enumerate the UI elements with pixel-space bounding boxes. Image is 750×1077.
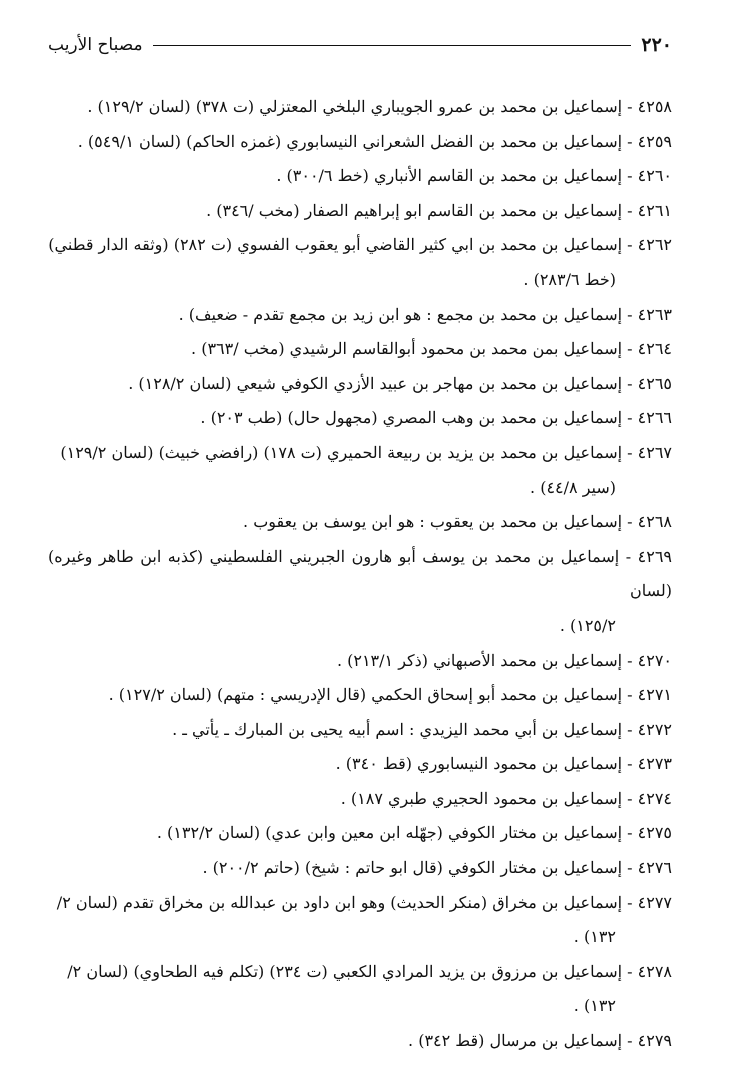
entry-dash: - [622, 200, 638, 220]
entry-number: ٤٢٦٧ [637, 442, 672, 462]
page-header [48, 28, 672, 62]
entry-text: إسماعيل بمن محمد بن محمود أبوالقاسم الرشيدي (مخب /٣٦٣) . [191, 339, 623, 359]
entry-number: ٤٢٧٢ [637, 719, 672, 739]
entry-continuation: (خط ٢٨٣/٦) . [523, 269, 616, 289]
entry-item [48, 540, 672, 644]
entry-item [48, 194, 672, 229]
entry-number: ٤٢٧٦ [637, 858, 672, 878]
entry-dash: - [622, 512, 638, 532]
entry-item [48, 955, 672, 1024]
entry-text: إسماعيل بن مخراق (منكر الحديث) وهو ابن داود بن عبدالله بن مخراق تقدم (لسان ٢/ [56, 892, 623, 912]
entry-number: ٤٢٦٢ [637, 235, 672, 255]
entry-dash: - [619, 546, 638, 566]
entry-item [48, 678, 672, 713]
entry-dash: - [622, 97, 638, 116]
entry-item [48, 90, 672, 125]
entry-item [48, 644, 672, 679]
entry-text: إسماعيل بن مرسال (قط ٣٤٢) . [408, 1031, 623, 1051]
entry-text: إسماعيل بن محمود النيسابوري (قط ٣٤٠) . [335, 754, 623, 774]
entry-dash: - [622, 339, 638, 359]
entry-dash: - [622, 719, 638, 739]
entry-item [48, 436, 672, 505]
entry-text: إسماعيل بن محمد بن ابي كثير القاضي أبو يعقوب الفسوي (ت ٢٨٢) (وثقه الدار قطني) [48, 235, 623, 255]
entry-number: ٤٢٧٧ [637, 892, 672, 912]
entry-item [48, 159, 672, 194]
entry-text: إسماعيل بن محمد بن القاسم الأنباري (خط ٣٠٠/٦) . [276, 166, 623, 186]
entry-dash: - [622, 650, 638, 670]
entry-item [48, 747, 672, 782]
entry-dash: - [622, 131, 638, 151]
entry-dash: - [622, 373, 638, 393]
entry-number: ٤٢٦٩ [637, 546, 673, 566]
entry-item [48, 816, 672, 851]
entry-number: ٤٢٦٣ [637, 304, 672, 324]
page-number: ٢٢٠ [641, 34, 672, 56]
entry-text: إسماعيل بن محمد بن مجمع : هو ابن زيد بن مجمع تقدم - ضعيف) . [178, 304, 623, 324]
entry-number: ٤٢٧٥ [637, 823, 672, 843]
entry-text: إسماعيل بن محمود الحجيري طبري ١٨٧) . [340, 788, 623, 808]
entry-number: ٤٢٦٠ [637, 166, 672, 186]
entry-number: ٤٢٧٩ [637, 1031, 672, 1051]
entry-dash: - [622, 408, 638, 428]
entry-number: ٤٢٦٥ [637, 373, 672, 393]
entry-continuation: ١٣٢) . [573, 996, 616, 1016]
entry-number: ٤٢٦٦ [637, 408, 672, 428]
entry-item [48, 125, 672, 160]
entry-item [48, 367, 672, 402]
entry-dash: - [622, 892, 638, 912]
entry-item [48, 332, 672, 367]
entry-number: ٤٢٦١ [637, 200, 672, 220]
entry-item [48, 782, 672, 817]
entry-dash: - [622, 788, 638, 808]
entry-continuation: ١٣٢) . [573, 927, 616, 947]
entry-text: إسماعيل بن أبي محمد اليزيدي : اسم أبيه يحيى بن المبارك ـ يأتي ـ . [172, 719, 623, 739]
entry-text: إسماعيل بن مختار الكوفي (جهّله ابن معين وابن عدي) (لسان ١٣٢/٢) . [156, 823, 623, 843]
entry-number: ٤٢٧١ [637, 685, 672, 705]
entry-dash: - [622, 235, 638, 255]
entry-dash: - [622, 304, 638, 324]
entry-number: ٤٢٦٤ [637, 339, 672, 359]
entry-text: إسماعيل بن محمد بن يعقوب : هو ابن يوسف بن يعقوب . [243, 512, 623, 532]
entry-item [48, 851, 672, 886]
entry-number: ٤٢٥٨ [637, 97, 672, 116]
entry-dash: - [622, 1031, 638, 1051]
entry-dash: - [622, 442, 638, 462]
entry-item [48, 1024, 672, 1059]
entry-text: إسماعيل بن محمد بن يزيد بن ربيعة الحميري (ت ١٧٨) (رافضي خبيث) (لسان ١٢٩/٢) [60, 442, 623, 462]
entry-text: إسماعيل بن محمد بن مهاجر بن عبيد الأزدي الكوفي شيعي (لسان ١٢٨/٢) . [128, 373, 623, 393]
entry-item [48, 228, 672, 297]
entry-text: إسماعيل بن محمد الأصبهاني (ذكر ٢١٣/١) . [336, 650, 623, 670]
entry-number: ٤٢٧٤ [637, 788, 672, 808]
entry-continuation: (سير ٤٤/٨) . [530, 477, 616, 497]
entry-dash: - [622, 858, 638, 878]
entry-item [48, 401, 672, 436]
entry-continuation: ١٢٥/٢) . [559, 615, 616, 635]
header-rule [153, 45, 632, 46]
entry-text: إسماعيل بن محمد بن يوسف أبو هارون الجبريني الفلسطيني (كذبه ابن طاهر وغيره) (لسان [48, 546, 672, 601]
entry-number: ٤٢٧٣ [637, 754, 672, 774]
entry-dash: - [622, 823, 638, 843]
entry-item [48, 713, 672, 748]
entry-text: إسماعيل بن محمد بن وهب المصري (مجهول حال) (طب ٢٠٣) . [200, 408, 623, 428]
entry-text: إسماعيل بن مرزوق بن يزيد المرادي الكعبي (ت ٢٣٤) (تكلم فيه الطحاوي) (لسان ٢/ [67, 961, 623, 981]
running-title: مصباح الأريب [48, 35, 143, 55]
entry-item [48, 505, 672, 540]
entry-item [48, 298, 672, 333]
entry-dash: - [622, 961, 638, 981]
entry-dash: - [622, 754, 638, 774]
entry-text: إسماعيل بن محمد بن عمرو الجويباري البلخي المعتزلي (ت ٣٧٨) (لسان ١٢٩/٢) . [87, 97, 623, 116]
entry-dash: - [622, 685, 638, 705]
entry-dash: - [622, 166, 638, 186]
entry-text: إسماعيل بن محمد بن القاسم ابو إبراهيم الصفار (مخب /٣٤٦) . [206, 200, 623, 220]
entry-text: إسماعيل بن محمد أبو إسحاق الحكمي (قال الإدريسي : متهم) (لسان ١٢٧/٢) . [108, 685, 623, 705]
entry-number: ٤٢٦٨ [637, 512, 672, 532]
entry-number: ٤٢٥٩ [637, 131, 672, 151]
entry-item [48, 886, 672, 955]
book-page [48, 28, 672, 1059]
entry-number: ٤٢٧٠ [637, 650, 672, 670]
entry-number: ٤٢٧٨ [637, 961, 672, 981]
entry-text: إسماعيل بن محمد بن الفضل الشعراني النيسابوري (غمزه الحاكم) (لسان ٥٤٩/١) . [77, 131, 623, 151]
entry-list [48, 90, 672, 1059]
entry-text: إسماعيل بن مختار الكوفي (قال ابو حاتم : شيخ) (حاتم ٢٠٠/٢) . [202, 858, 623, 878]
